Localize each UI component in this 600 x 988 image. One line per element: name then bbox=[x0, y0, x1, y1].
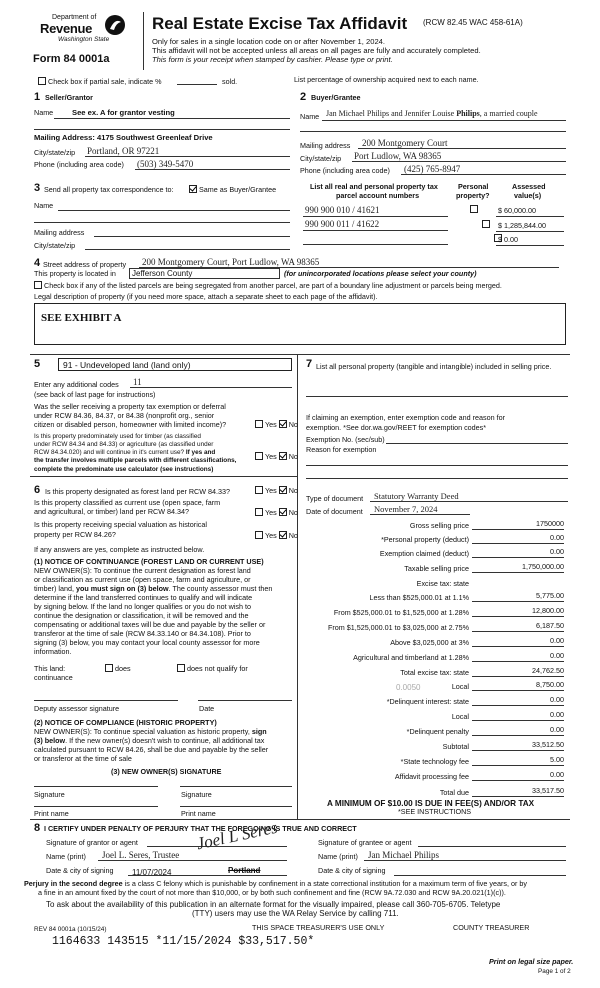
exemption-instructions-2: exemption. *See dor.wa.gov/REET for exemption codes* bbox=[306, 423, 487, 432]
partial-sale-row bbox=[38, 77, 161, 87]
nc-line-7: compensating or additional taxes will be due and payable by the seller or bbox=[34, 620, 266, 629]
section-7-number: 7 bbox=[306, 358, 313, 370]
deputy-date-label: Date bbox=[199, 704, 215, 713]
parcel-row-2-personal-checkbox[interactable] bbox=[482, 220, 490, 228]
continuance-label: continuance bbox=[34, 673, 73, 682]
exemption-instructions-1: If claiming an exemption, enter exemption code and reason for bbox=[306, 413, 505, 422]
county-treasurer-label: COUNTY TREASURER bbox=[453, 923, 530, 932]
section-3-number: 3 bbox=[34, 182, 41, 194]
grantor-date-label: Date & city of signing bbox=[46, 866, 114, 875]
q-exemption-1: Was the seller receiving a property tax exemption or deferral bbox=[34, 402, 226, 411]
section-4-number: 4 bbox=[34, 257, 41, 269]
grantee-sig-label: Signature of grantee or agent bbox=[318, 838, 412, 847]
parcel-row-3-value[interactable]: $ 0.00 bbox=[498, 235, 518, 244]
form-title: Real Estate Excise Tax Affidavit bbox=[152, 14, 408, 33]
buyer-title: Buyer/Grantee bbox=[311, 93, 361, 102]
ncp-line-3: calculated pursuant to RCW 84.26, shall be due and payable by the seller bbox=[34, 745, 269, 754]
does-option bbox=[105, 664, 131, 674]
timber-yes-label: Yes bbox=[265, 452, 277, 461]
q-timber-2: under RCW 84.34 and 84.33) or agriculture (as classified under bbox=[34, 441, 214, 448]
doc-type-label: Type of document bbox=[306, 494, 364, 503]
buyer-name-label: Name bbox=[300, 112, 320, 121]
deputy-signature-label: Deputy assessor signature bbox=[34, 704, 120, 713]
perjury-line-2: a fine in an amount fixed by the court of not more than $10,000, or by both such confinement and fine (RCW 9A.72.030 and RCW 9A.20.021(1)(c)). bbox=[38, 888, 506, 897]
grantee-name-value[interactable]: Jan Michael Philips bbox=[368, 850, 439, 860]
grantee-name-label: Name (print) bbox=[318, 852, 358, 861]
tax-row-value[interactable]: 12,800.00 bbox=[532, 606, 564, 615]
owner-print-2-label: Print name bbox=[181, 809, 216, 818]
legal-description-box[interactable] bbox=[34, 303, 566, 345]
tax-row-label: Less than $525,000.01 at 1.1% bbox=[369, 593, 469, 602]
does-not-label: does not qualify for bbox=[187, 664, 248, 673]
parcel-header-2b: property? bbox=[456, 191, 490, 200]
grantor-name-value[interactable]: Joel L. Seres, Trustee bbox=[102, 850, 180, 860]
tax-row-label: *Delinquent penalty bbox=[406, 727, 469, 736]
q-timber-3-bold: If yes and bbox=[185, 449, 216, 456]
tax-row-value[interactable]: 0.00 bbox=[550, 695, 564, 704]
tax-row-label: Agricultural and timberland at 1.28% bbox=[353, 653, 469, 662]
exemption-no-checkbox[interactable] bbox=[279, 420, 287, 428]
buyer-name-part-2: Philips bbox=[456, 109, 480, 118]
tax-row-label: Exemption claimed (deduct) bbox=[379, 549, 469, 558]
buyer-mail-value[interactable]: 200 Montgomery Court bbox=[362, 138, 448, 148]
addl-codes-value[interactable]: 11 bbox=[133, 377, 142, 387]
tax-row-label: Affidavit processing fee bbox=[394, 772, 469, 781]
q-historic-1: Is this property receiving special valuation as historical bbox=[34, 520, 207, 529]
historic-no-label: No bbox=[288, 531, 298, 540]
section-1-number: 1 bbox=[34, 91, 41, 103]
historic-no-checkbox[interactable] bbox=[279, 531, 287, 539]
parcel-header-3a: Assessed bbox=[512, 182, 546, 191]
tax-row-label: Gross selling price bbox=[409, 521, 469, 530]
tax-row-value[interactable]: 0.00 bbox=[550, 547, 564, 556]
notice-compliance-title: (2) NOTICE OF COMPLIANCE (HISTORIC PROPERTY) bbox=[34, 718, 217, 727]
seller-csz-value[interactable]: Portland, OR 97221 bbox=[87, 146, 160, 156]
timber-no-checkbox[interactable] bbox=[279, 452, 287, 460]
forest-no-checkbox[interactable] bbox=[279, 486, 287, 494]
form-number: Form 84 0001a bbox=[33, 53, 110, 65]
rev-number: REV 84 0001a (10/15/24) bbox=[34, 926, 107, 933]
section-6-number: 6 bbox=[34, 484, 41, 496]
seller-phone-value[interactable]: (503) 349-5470 bbox=[137, 159, 194, 169]
parcel-row-2-acct[interactable]: 990 900 011 / 41622 bbox=[305, 219, 380, 229]
tax-row-label: Total excise tax: state bbox=[400, 668, 469, 677]
tax-row-value[interactable]: 5.00 bbox=[550, 755, 564, 764]
partial-sale-checkbox[interactable] bbox=[38, 77, 46, 85]
exemption-no-label: Exemption No. (sec/sub) bbox=[306, 435, 385, 444]
nc-line-10: information. bbox=[34, 647, 72, 656]
buyer-name-part-3: , a married couple bbox=[479, 109, 538, 118]
tax-row-label: From $1,525,000.01 to $3,025,000 at 2.75% bbox=[327, 623, 469, 632]
owner-sig-1-label: Signature bbox=[34, 790, 65, 799]
minimum-due-note: A MINIMUM OF $10.00 IS DUE IN FEE(S) AND/OR TAX bbox=[327, 799, 535, 808]
ncp-line-1b: sign bbox=[251, 727, 267, 736]
seller-mailing-address[interactable]: Mailing Address: 4175 Southwest Greenleaf Drive bbox=[34, 133, 213, 142]
nc-line-2: or classification as current use (open space, farm and agriculture, or bbox=[34, 575, 251, 584]
forest-yes-checkbox[interactable] bbox=[255, 486, 263, 494]
treasurer-use-label: THIS SPACE TREASURER'S USE ONLY bbox=[252, 923, 385, 932]
doc-type-value[interactable]: Statutory Warranty Deed bbox=[374, 491, 459, 501]
county-select[interactable]: Jefferson County bbox=[129, 268, 280, 279]
timber-no-label: No bbox=[288, 452, 298, 461]
q-historic-2: property per RCW 84.26? bbox=[34, 530, 116, 539]
street-label: Street address of property bbox=[43, 260, 127, 269]
notice-continuance-title: (1) NOTICE OF CONTINUANCE (FOREST LAND OR CURRENT USE) bbox=[34, 557, 264, 566]
buyer-phone-value[interactable]: (425) 765-8947 bbox=[404, 164, 461, 174]
buyer-phone-label: Phone (including area code) bbox=[300, 166, 390, 175]
current-use-no-checkbox[interactable] bbox=[279, 508, 287, 516]
owner-print-1-label: Print name bbox=[34, 809, 69, 818]
parcel-header-2a: Personal bbox=[458, 182, 489, 191]
tax-row-label: Excise tax: state bbox=[416, 579, 469, 588]
local-rate[interactable]: 0.0050 bbox=[396, 683, 421, 692]
corr-mailing-label: Mailing address bbox=[34, 228, 85, 237]
buyer-csz-label: City/state/zip bbox=[300, 154, 342, 163]
tax-row-value[interactable]: 0.00 bbox=[550, 636, 564, 645]
legal-paper-note: Print on legal size paper. bbox=[489, 957, 574, 966]
form-rcw: (RCW 82.45 WAC 458-61A) bbox=[423, 18, 523, 27]
parcel-header-1a: List all real and personal property tax bbox=[310, 182, 438, 191]
tax-row-label: Local bbox=[451, 712, 469, 721]
q-forest: Is this property designated as forest land per RCW 84.33? bbox=[45, 487, 230, 496]
partial-sale-label: Check box if partial sale, indicate % bbox=[48, 77, 162, 86]
seller-phone-label: Phone (including area code) bbox=[34, 160, 124, 169]
nc-line-3c: . The county assessor must then bbox=[168, 584, 273, 593]
header-line2: This affidavit will not be accepted unless all areas on all pages are fully and accurately completed. bbox=[152, 46, 481, 55]
nc-line-5: by signing below. If the land no longer qualifies or you do not wish to bbox=[34, 602, 251, 611]
doc-date-label: Date of document bbox=[306, 507, 363, 516]
current-use-no-label: No bbox=[288, 508, 298, 517]
unincorporated-note: (for unincorporated locations please select your county) bbox=[284, 269, 477, 278]
nc-line-9: signing (3) below, you may contact your local county assessor for more bbox=[34, 638, 260, 647]
does-not-option bbox=[177, 664, 248, 674]
buyer-name-value[interactable] bbox=[326, 109, 538, 119]
parcel-header-3b: value(s) bbox=[514, 191, 542, 200]
nc-line-6: continue the designation or classification, it will be removed and the bbox=[34, 611, 249, 620]
does-label: does bbox=[115, 664, 131, 673]
grantee-date-label: Date & city of signing bbox=[318, 866, 386, 875]
tax-row-value[interactable]: 8,750.00 bbox=[536, 680, 564, 689]
tax-row-label: Taxable selling price bbox=[404, 564, 469, 573]
tax-row-value[interactable]: 6,187.50 bbox=[536, 621, 564, 630]
dor-logo-line2: Revenue bbox=[40, 21, 93, 36]
tax-row-label: Total due bbox=[439, 788, 469, 797]
section-2-number: 2 bbox=[300, 91, 307, 103]
grantor-name-label: Name (print) bbox=[46, 852, 86, 861]
tax-row-value[interactable]: 24,762.50 bbox=[532, 666, 564, 675]
seller-title: Seller/Grantor bbox=[45, 93, 93, 102]
same-as-buyer bbox=[189, 185, 276, 195]
historic-yes-label: Yes bbox=[265, 531, 277, 540]
dor-logo-mark-icon bbox=[104, 14, 126, 36]
segregated-checkbox[interactable] bbox=[34, 281, 42, 289]
segregated-row bbox=[34, 281, 502, 291]
use-code-field[interactable]: 91 - Undeveloped land (land only) bbox=[58, 358, 292, 371]
current-use-yes-label: Yes bbox=[265, 508, 277, 517]
doc-date-value[interactable]: November 7, 2024 bbox=[374, 504, 438, 514]
tax-row-value[interactable]: 33,512.50 bbox=[532, 740, 564, 749]
ownership-note: List percentage of ownership acquired next to each name. bbox=[294, 75, 479, 84]
certification-statement: I CERTIFY UNDER PENALTY OF PERJURY THAT THE FOREGOING IS TRUE AND CORRECT bbox=[44, 824, 357, 833]
exemption-no-label: No bbox=[288, 420, 298, 429]
this-land-label: This land: bbox=[34, 664, 66, 673]
q-timber-5: complete the predominate use calculator (see instructions) bbox=[34, 466, 214, 473]
q-current-use-answer bbox=[255, 508, 298, 518]
q-exemption-answer bbox=[255, 420, 298, 430]
forest-yes-label: Yes bbox=[265, 486, 277, 495]
perjury-text: is a class C felony which is punishable by confinement in a state correctional institution for a maximum term of five years, or by bbox=[122, 879, 527, 888]
ncp-line-4: or transferor at the time of sale bbox=[34, 754, 132, 763]
accessibility-line-2: (TTY) users may use the WA Relay Service by calling 711. bbox=[192, 909, 399, 918]
q-exemption-2: under RCW 84.36, 84.37, or 84.38 (nonprofit org., senior bbox=[34, 411, 215, 420]
ncp-line-2a: (3) below bbox=[34, 736, 66, 745]
located-label: This property is located in bbox=[34, 269, 116, 278]
q-timber-1: Is this property predominately used for timber (as classified bbox=[34, 433, 201, 440]
tax-row-value[interactable]: 5,775.00 bbox=[536, 591, 564, 600]
tax-row-value[interactable]: 0.00 bbox=[550, 651, 564, 660]
tax-row-value[interactable]: 33,517.50 bbox=[532, 786, 564, 795]
dor-logo bbox=[28, 14, 126, 50]
does-checkbox[interactable] bbox=[105, 664, 113, 672]
if-yes-note: If any answers are yes, complete as instructed below. bbox=[34, 545, 205, 554]
nc-line-1: NEW OWNER(S): To continue the current designation as forest land bbox=[34, 566, 251, 575]
q-timber-3 bbox=[34, 449, 215, 457]
buyer-mail-label: Mailing address bbox=[300, 141, 351, 150]
tax-row-value[interactable]: 0.00 bbox=[550, 533, 564, 542]
current-use-yes-checkbox[interactable] bbox=[255, 508, 263, 516]
grantor-signature-image[interactable]: Joel L Seres bbox=[194, 817, 280, 854]
legal-desc-label: Legal description of property (if you need more space, attach a separate sheet to each page of the affidavit). bbox=[34, 292, 378, 301]
parcel-row-1-acct[interactable]: 990 900 010 / 41621 bbox=[305, 205, 380, 215]
q-timber-4: the transfer involves multiple parcels with different classifications, bbox=[34, 457, 237, 464]
tax-row-label: Subtotal bbox=[442, 742, 469, 751]
exemption-yes-checkbox[interactable] bbox=[255, 420, 263, 428]
parcel-row-2-value[interactable]: $ 1,285,844.00 bbox=[498, 221, 546, 230]
tax-row-value[interactable]: 0.00 bbox=[550, 710, 564, 719]
grantor-date-value[interactable]: 11/07/2024 bbox=[132, 868, 172, 877]
dor-logo-line1: Department of bbox=[52, 14, 97, 21]
seller-csz-label: City/state/zip bbox=[34, 148, 76, 157]
reason-label: Reason for exemption bbox=[306, 445, 377, 454]
accessibility-line-1: To ask about the availability of this publication in an alternate format for the visually impaired, please call 360-705-6705. Teletype bbox=[46, 900, 501, 909]
partial-sold-label: sold. bbox=[222, 77, 238, 86]
perjury-bold: Perjury in the second degree bbox=[24, 879, 123, 888]
ncp-line-1a: NEW OWNER(S): To continue special valuation as historic property, bbox=[34, 727, 252, 736]
tax-row-value[interactable]: 0.00 bbox=[550, 770, 564, 779]
same-as-buyer-checkbox[interactable] bbox=[189, 185, 197, 193]
grantor-sig-label: Signature of grantor or agent bbox=[46, 838, 138, 847]
section-8-number: 8 bbox=[34, 822, 41, 834]
buyer-name-part-1: Jan Michael Philips and Jennifer Louise bbox=[326, 109, 457, 118]
exemption-yes-label: Yes bbox=[265, 420, 277, 429]
tax-row-label: Above $3,025,000 at 3% bbox=[390, 638, 469, 647]
correspondence-label: Send all property tax correspondence to: bbox=[44, 185, 174, 194]
tax-row-label: *Delinquent interest: state bbox=[386, 697, 469, 706]
tax-row-label: Local bbox=[451, 682, 469, 691]
parcel-row-1-value[interactable]: $ 60,000.00 bbox=[498, 206, 536, 215]
tax-row-label: From $525,000.01 to $1,525,000 at 1.28% bbox=[333, 608, 469, 617]
parcel-row-1-personal-checkbox[interactable] bbox=[470, 205, 478, 213]
seller-name-label: Name bbox=[34, 108, 54, 117]
corr-name-label: Name bbox=[34, 201, 54, 210]
tax-row-value[interactable]: 1750000 bbox=[536, 519, 564, 528]
does-not-checkbox[interactable] bbox=[177, 664, 185, 672]
forest-no-label: No bbox=[288, 486, 298, 495]
see-instructions: *SEE INSTRUCTIONS bbox=[398, 807, 472, 816]
see-back-note: (see back of last page for instructions) bbox=[34, 390, 156, 399]
same-as-buyer-label: Same as Buyer/Grantee bbox=[199, 185, 277, 194]
new-owner-signature-title: (3) NEW OWNER(S) SIGNATURE bbox=[111, 767, 222, 776]
header-line1: Only for sales in a single location code on or after November 1, 2024. bbox=[152, 37, 386, 46]
street-value[interactable]: 200 Montgomery Court, Port Ludlow, WA 98365 bbox=[142, 257, 320, 267]
nc-line-3a: timber) land, bbox=[34, 584, 76, 593]
corr-csz-label: City/state/zip bbox=[34, 241, 76, 250]
q-historic-answer bbox=[255, 531, 298, 541]
legal-description-value: SEE EXHIBIT A bbox=[41, 312, 122, 324]
grantor-city-value[interactable]: Portland bbox=[228, 866, 261, 875]
ncp-line-2b: . If the new owner(s) doesn't wish to continue, all additional tax bbox=[65, 736, 265, 745]
nc-line-8: transferor at the time of sale (RCW 84.33.140 or 84.34.108). Prior to bbox=[34, 629, 251, 638]
tax-row-value[interactable]: 1,750,000.00 bbox=[522, 562, 564, 571]
q-exemption-3: citizen or disabled person, homeowner with limited income)? bbox=[34, 420, 227, 429]
addl-codes-label: Enter any additional codes bbox=[34, 380, 119, 389]
seller-name-value[interactable]: See ex. A for grantor vesting bbox=[72, 108, 175, 117]
q-timber-answer bbox=[255, 452, 298, 462]
timber-yes-checkbox[interactable] bbox=[255, 452, 263, 460]
segregated-label: Check box if any of the listed parcels are being segregated from another parcel, are part of a boundary line adjustment or parcels being merged. bbox=[44, 281, 502, 290]
parcel-header-1b: parcel account numbers bbox=[336, 191, 420, 200]
owner-sig-2-label: Signature bbox=[181, 790, 212, 799]
page-number: Page 1 of 2 bbox=[538, 968, 571, 975]
tax-row-value[interactable]: 0.00 bbox=[550, 725, 564, 734]
nc-line-4: determine if the land transferred continues to qualify and will indicate bbox=[34, 593, 253, 602]
nc-line-3b: you must sign on (3) below bbox=[75, 584, 169, 593]
tax-row-label: *State technology fee bbox=[400, 757, 469, 766]
treasurer-stamp: 1164633 143515 *11/15/2024 $33,517.50* bbox=[52, 935, 315, 948]
q-forest-answer bbox=[255, 486, 298, 496]
personal-property-label: List all personal property (tangible and intangible) included in selling price. bbox=[316, 362, 552, 371]
dor-logo-line3: Washington State bbox=[58, 36, 110, 43]
historic-yes-checkbox[interactable] bbox=[255, 531, 263, 539]
q-current-use-1: Is this property classified as current use (open space, farm bbox=[34, 498, 221, 507]
q-timber-3-text: RCW 84.34.020) and will continue in it's current use? bbox=[34, 449, 185, 456]
section-5-number: 5 bbox=[34, 358, 41, 370]
tax-row-label: *Personal property (deduct) bbox=[381, 535, 469, 544]
buyer-csz-value[interactable]: Port Ludlow, WA 98365 bbox=[354, 151, 442, 161]
header-line3: This form is your receipt when stamped by cashier. Please type or print. bbox=[152, 55, 393, 64]
q-current-use-2: and agricultural, or timber) land per RCW 84.34? bbox=[34, 507, 190, 516]
